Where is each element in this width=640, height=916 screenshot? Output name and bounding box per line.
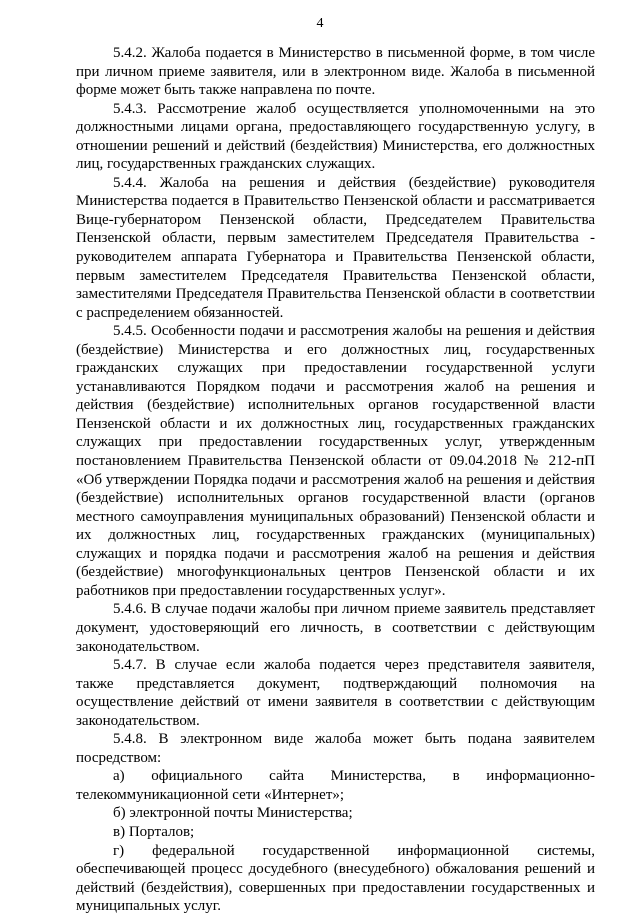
paragraph-5-4-8: 5.4.8. В электронном виде жалоба может быть подана заявителем посредством: bbox=[76, 731, 595, 766]
list-item-a: а) официального сайта Министерства, в информационно-телекоммуникационной сети «Интернет»; bbox=[76, 768, 595, 803]
paragraph-5-4-2: 5.4.2. Жалоба подается в Министерство в письменной форме, в том числе при личном приеме заявителя, или в электронном виде. Жалоба в письменной форме может быть также направлена по почте. bbox=[76, 45, 595, 99]
paragraph-5-4-5: 5.4.5. Особенности подачи и рассмотрения жалобы на решения и действия (бездействие) Министерства и его должностных лиц, государственных гражданских служащих при предоставлении государственной услуги устанавливаются Порядком подачи и рассмотрения жалоб на решения и действия (бездействие) исполнительных органов государственной власти Пензенской области и их должностных лиц, государственных гражданских служащих при предоставлении государственных услуг, утвержденным постановлением Правительства Пензенской области от 09.04.2018 № 212-пП «Об утверждении Порядка подачи и рассмотрения жалоб на решения и действия (бездействие) исполнительных органов государственной власти (органов местного самоуправления муниципальных образований) Пензенской области и их должностных лиц, государственных гражданских (муниципальных) служащих и порядка подачи и рассмотрения жалоб на решения и действия (бездействие) многофункциональных центров Пензенской области и их работников при предоставлении государственных услуг». bbox=[76, 323, 595, 599]
list-item-g: г) федеральной государственной информационной системы, обеспечивающей процесс досудебного (внесудебного) обжалования решений и действий (бездействия), совершенных при предоставлении государственных и муниципальных услуг. bbox=[76, 842, 595, 915]
paragraph-5-4-6: 5.4.6. В случае подачи жалобы при личном приеме заявитель представляет документ, удостоверяющий его личность, в соответствии с действующим законодательством. bbox=[76, 601, 595, 655]
paragraph-5-4-4: 5.4.4. Жалоба на решения и действия (бездействие) руководителя Министерства подается в Правительство Пензенской области и рассматривается Вице-губернатором Пензенской области, Председателем Правительства Пензенской области, первым заместителем Председателя Правительства - руководителем аппарата Губернатора и Правительства Пензенской области, первым заместителем Председателя Правительства Пензенской области, заместителями Председателя Правительства Пензенской области в соответствии с распределением обязанностей. bbox=[76, 174, 595, 321]
page-number: 4 bbox=[316, 16, 324, 31]
document-body bbox=[76, 44, 595, 916]
list-item-v: в) Порталов; bbox=[113, 823, 195, 840]
paragraph-5-4-3: 5.4.3. Рассмотрение жалоб осуществляется уполномоченными на это должностными лицами органа, предоставляющего государственную услугу, в отношении решений и действий (бездействия) Министерства, его должностных лиц, государственных гражданских служащих. bbox=[76, 100, 595, 173]
paragraph-5-4-7: 5.4.7. В случае если жалоба подается через представителя заявителя, также представляется документ, подтверждающий полномочия на осуществление действий от имени заявителя в соответствии с действующим законодательством. bbox=[76, 657, 595, 729]
list-item-b: б) электронной почты Министерства; bbox=[113, 805, 353, 822]
